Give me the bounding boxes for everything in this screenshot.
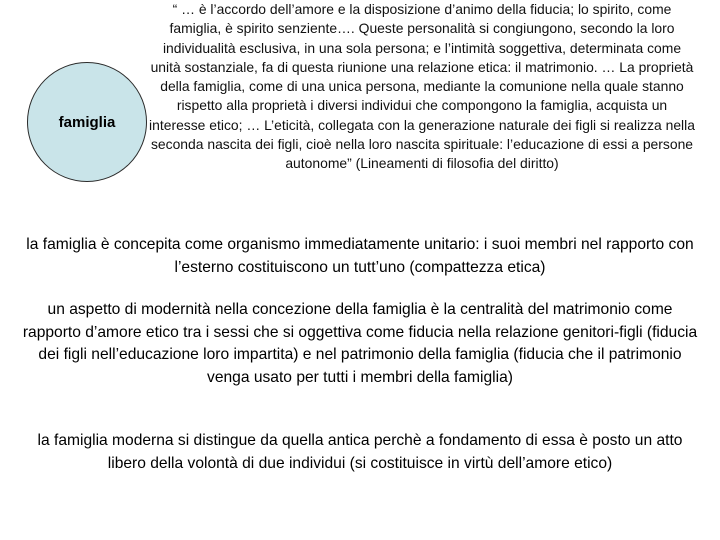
hegel-quote: “ … è l’accordo dell’amore e la disposizione d’animo della fiducia; lo spirito, come famiglia, è spirito senziente…. Queste personalità si congiungono, secondo la loro individualità esclusiva, in una sola persona; e l’intimità soggettiva, determinata come unità sostanziale, fa di questa riunione una relazione etica: il matrimonio. … La proprietà della famiglia, come di una unica persona, mediante la comunione nella quale stanno rispetto alla proprietà i diversi individui che compongono la famiglia, acquista un interesse etico; … L’eticità, collegata con la generazione naturale dei figli si realizza nella seconda nascita dei figli, cioè nella loro nascita spirituale: l’educazione di essi a persone autonome” (Lineamenti di filosofia del diritto) (149, 1, 695, 172)
paragraph-famiglia-moderna: la famiglia moderna si distingue da quella antica perchè a fondamento di essa è posto un atto libero della volontà di due individui (si costituisce in virtù dell’amore etico) (37, 432, 683, 472)
famiglia-circle (27, 62, 147, 182)
paragraph-modernita: un aspetto di modernità nella concezione della famiglia è la centralità del matrimonio come rapporto d’amore etico tra i sessi che si oggettiva come fiducia nella relazione genitori-figli (fiducia dei figli nell’educazione loro impartita) e nel patrimonio della famiglia (fiducia che il patrimonio venga usato per tutti i membri della famiglia) (22, 301, 698, 386)
circle-label: famiglia (58, 113, 116, 131)
paragraph-organismo: la famiglia è concepita come organismo immediatamente unitario: i suoi membri nel rapporto con l’esterno costituiscono un tutt’uno (compattezza etica) (26, 236, 694, 276)
